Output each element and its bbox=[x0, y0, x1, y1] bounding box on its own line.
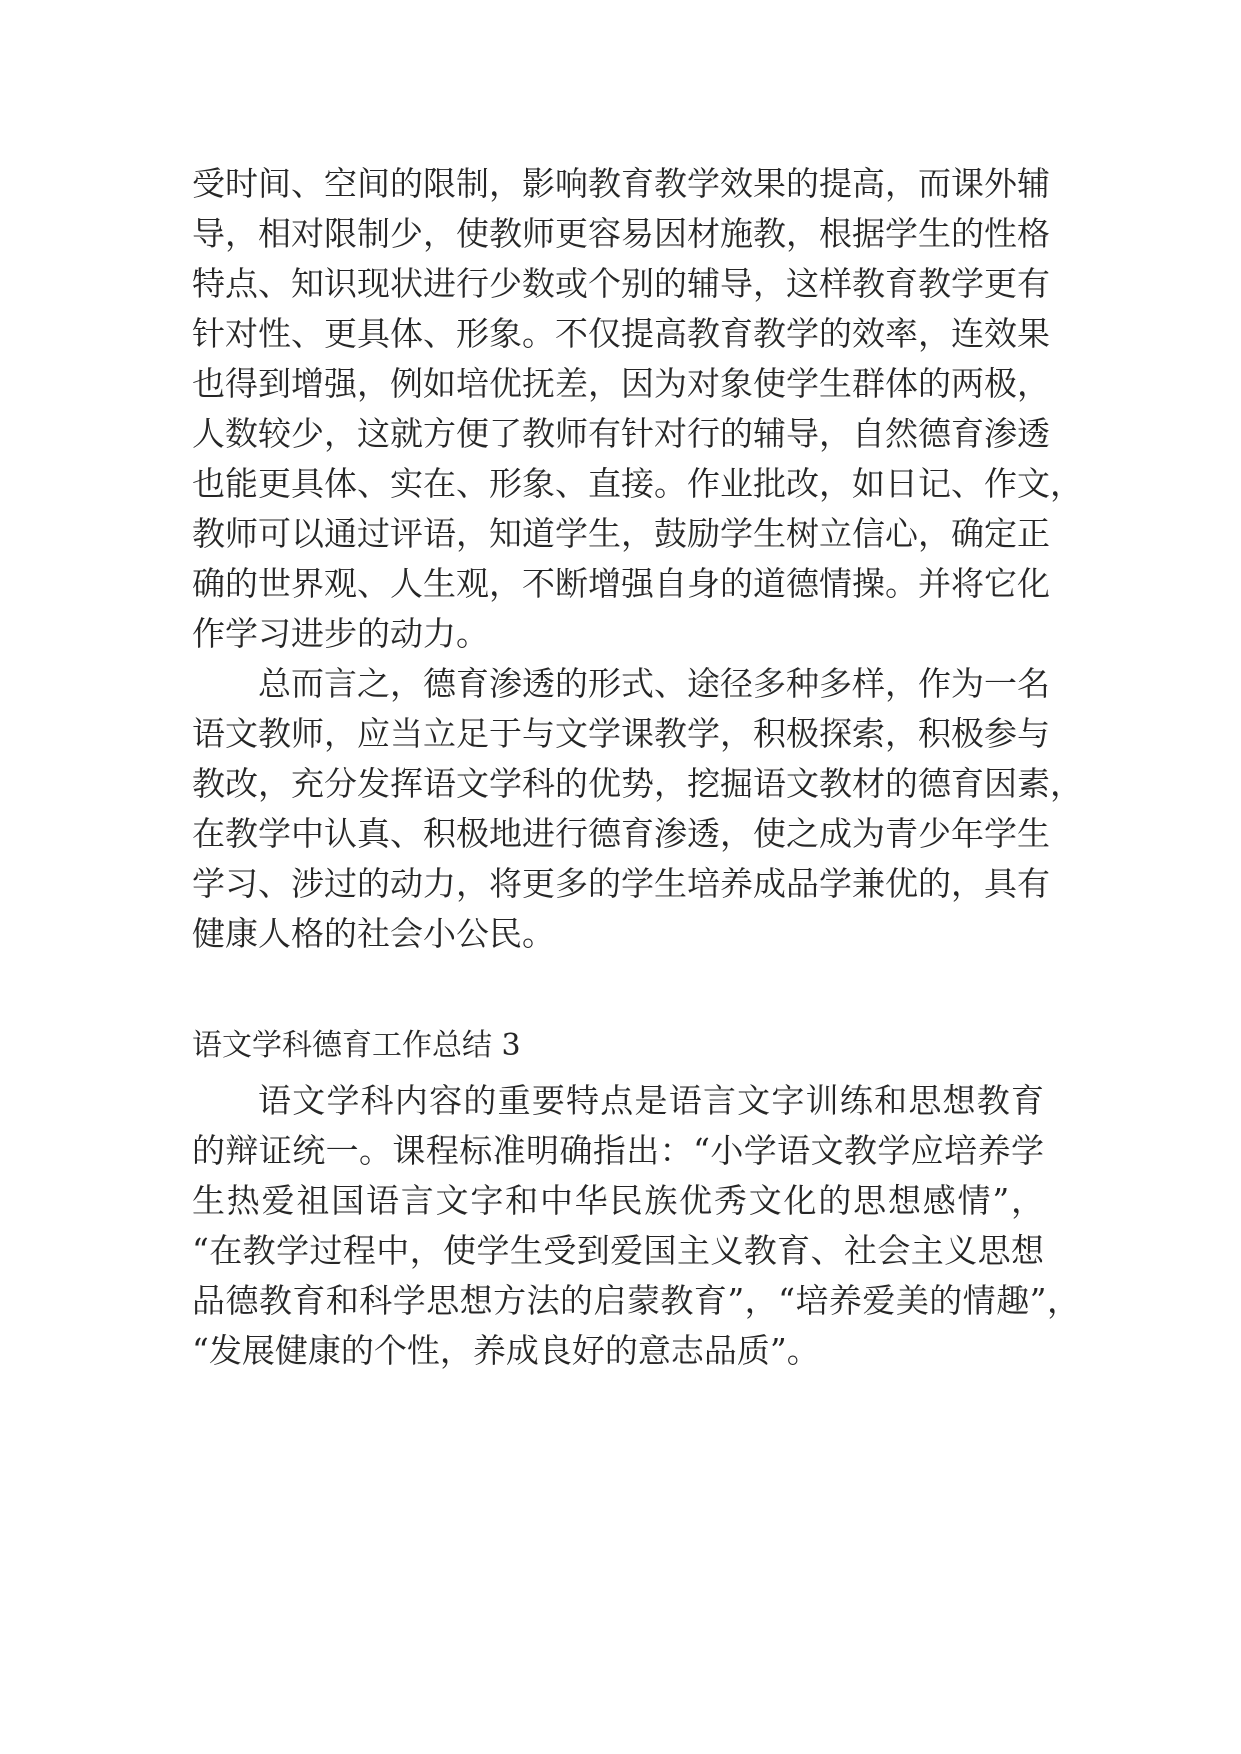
text-line: 也能更具体、实在、形象、直接。作业批改，如日记、作文， bbox=[192, 464, 1083, 503]
text-line: 总而言之，德育渗透的形式、途径多种多样，作为一名 bbox=[258, 664, 1050, 703]
text-line: 特点、知识现状进行少数或个别的辅导，这样教育教学更有 bbox=[192, 264, 1050, 303]
text-line: 学习、涉过的动力，将更多的学生培养成品学兼优的，具有 bbox=[192, 864, 1050, 903]
text-line: 确的世界观、人生观，不断增强自身的道德情操。并将它化 bbox=[192, 564, 1050, 603]
text-line: 也得到增强，例如培优抚差，因为对象使学生群体的两极， bbox=[192, 364, 1050, 403]
text-line: 语文教师，应当立足于与文学课教学，积极探索，积极参与 bbox=[192, 714, 1050, 753]
text-line: “发展健康的个性，养成良好的意志品质”。 bbox=[192, 1331, 820, 1370]
section-title: 语文学科德育工作总结 3 bbox=[192, 1028, 521, 1063]
text-line: 人数较少，这就方便了教师有针对行的辅导，自然德育渗透 bbox=[192, 414, 1050, 453]
text-line: “在教学过程中，使学生受到爱国主义教育、社会主义思想 bbox=[192, 1231, 1044, 1270]
text-line: 健康人格的社会小公民。 bbox=[192, 914, 555, 953]
text-line: 导，相对限制少，使教师更容易因材施教，根据学生的性格 bbox=[192, 214, 1050, 253]
text-line: 受时间、空间的限制，影响教育教学效果的提高，而课外辅 bbox=[192, 164, 1050, 203]
text-line: 教改，充分发挥语文学科的优势，挖掘语文教材的德育因素， bbox=[192, 764, 1083, 803]
text-line: 针对性、更具体、形象。不仅提高教育教学的效率，连效果 bbox=[192, 314, 1050, 353]
text-line: 品德教育和科学思想方法的启蒙教育”，“培养爱美的情趣”， bbox=[192, 1281, 1080, 1320]
text-line: 的辩证统一。课程标准明确指出：“小学语文教学应培养学 bbox=[192, 1131, 1044, 1170]
text-line: 生热爱祖国语言文字和中华民族优秀文化的思想感情”， bbox=[192, 1181, 1044, 1220]
text-line: 在教学中认真、积极地进行德育渗透，使之成为青少年学生 bbox=[192, 814, 1050, 853]
text-line: 作学习进步的动力。 bbox=[192, 614, 489, 653]
text-line: 教师可以通过评语，知道学生，鼓励学生树立信心，确定正 bbox=[192, 514, 1050, 553]
text-line: 语文学科内容的重要特点是语言文字训练和思想教育 bbox=[258, 1081, 1044, 1120]
